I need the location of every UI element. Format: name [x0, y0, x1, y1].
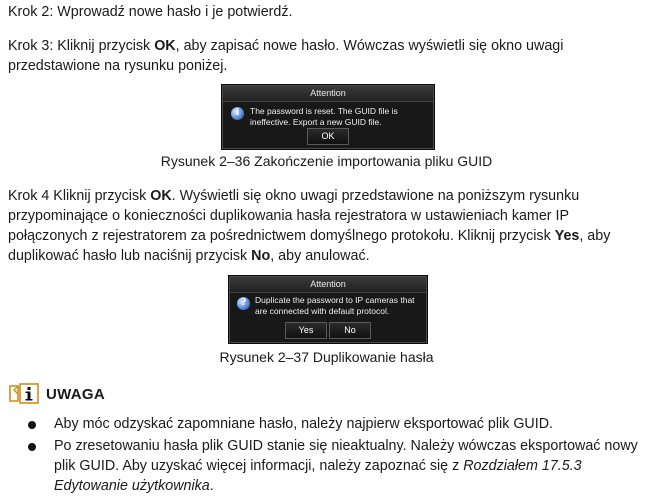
step-2-text: Krok 2: Wprowadź nowe hasło i je potwierdź. [8, 4, 293, 20]
note-bullet-2-end: . [209, 478, 214, 494]
step-4-part-3: , aby duplikować hasło lub naciśnij przycisk [8, 228, 611, 264]
attention-dialog-duplicate [229, 276, 427, 343]
step-4-part-4: , aby anulować. [270, 248, 370, 264]
dialog-title: Attention [223, 86, 433, 102]
step-3-ok-bold: OK [154, 38, 176, 54]
step-4-text [8, 186, 648, 266]
figure-caption-2-37: Rysunek 2–37 Duplikowanie hasła [219, 349, 434, 365]
step-4-yes-bold: Yes [554, 228, 580, 244]
step-4-part-2: . Wyświetli się okno uwagi przedstawione na poniższym rysunku przypominające o konieczności duplikowania hasła rejestratora w ustawieniach kamer IP połączonych z rejestratorem za pośrednictwem domyślnego protokołu. Kliknij przycisk [8, 188, 580, 244]
step-4-ok-bold: OK [150, 188, 172, 204]
attention-dialog-guid [222, 85, 434, 149]
ok-button[interactable]: OK [307, 128, 349, 145]
note-bullet-1: Aby móc odzyskać zapomniane hasło, należy najpierw eksportować plik GUID. [54, 416, 554, 432]
dialog-message: The password is reset. The GUID file is ineffective. Export a new GUID file. [250, 106, 398, 127]
note-bullet-2-reference: Rozdziałem 17.5.3 Edytowanie użytkownika [54, 458, 582, 494]
note-bullet-2 [54, 436, 648, 496]
info-icon: i [231, 107, 244, 120]
step-4-no-bold: No [251, 248, 271, 264]
figure-caption-2-36: Rysunek 2–36 Zakończenie importowania pliku GUID [160, 153, 493, 169]
bullet-2-dot [28, 443, 36, 451]
no-button[interactable]: No [329, 322, 371, 339]
question-icon: ? [237, 297, 250, 310]
note-info-icon [8, 383, 40, 404]
bullet-1-dot [28, 421, 36, 429]
note-bullet-2-text: Po zresetowaniu hasła plik GUID stanie się nieaktualny. Należy wówczas eksportować nowy plik GUID. Aby uzyskać więcej informacji, należy zapoznać się z [54, 438, 638, 474]
step-3-pre: Krok 3: Kliknij przycisk [8, 38, 155, 54]
yes-button[interactable]: Yes [285, 322, 327, 339]
dialog-message: Duplicate the password to IP cameras that are connected with default protocol. [255, 295, 415, 316]
note-heading: UWAGA [46, 386, 105, 403]
dialog-title: Attention [230, 277, 426, 293]
step-3-text [8, 36, 648, 76]
step-4-part-1: Krok 4 Kliknij przycisk [8, 188, 151, 204]
step-3-post: , aby zapisać nowe hasło. Wówczas wyświetli się okno uwagi przedstawione na rysunku poniżej. [8, 38, 564, 74]
